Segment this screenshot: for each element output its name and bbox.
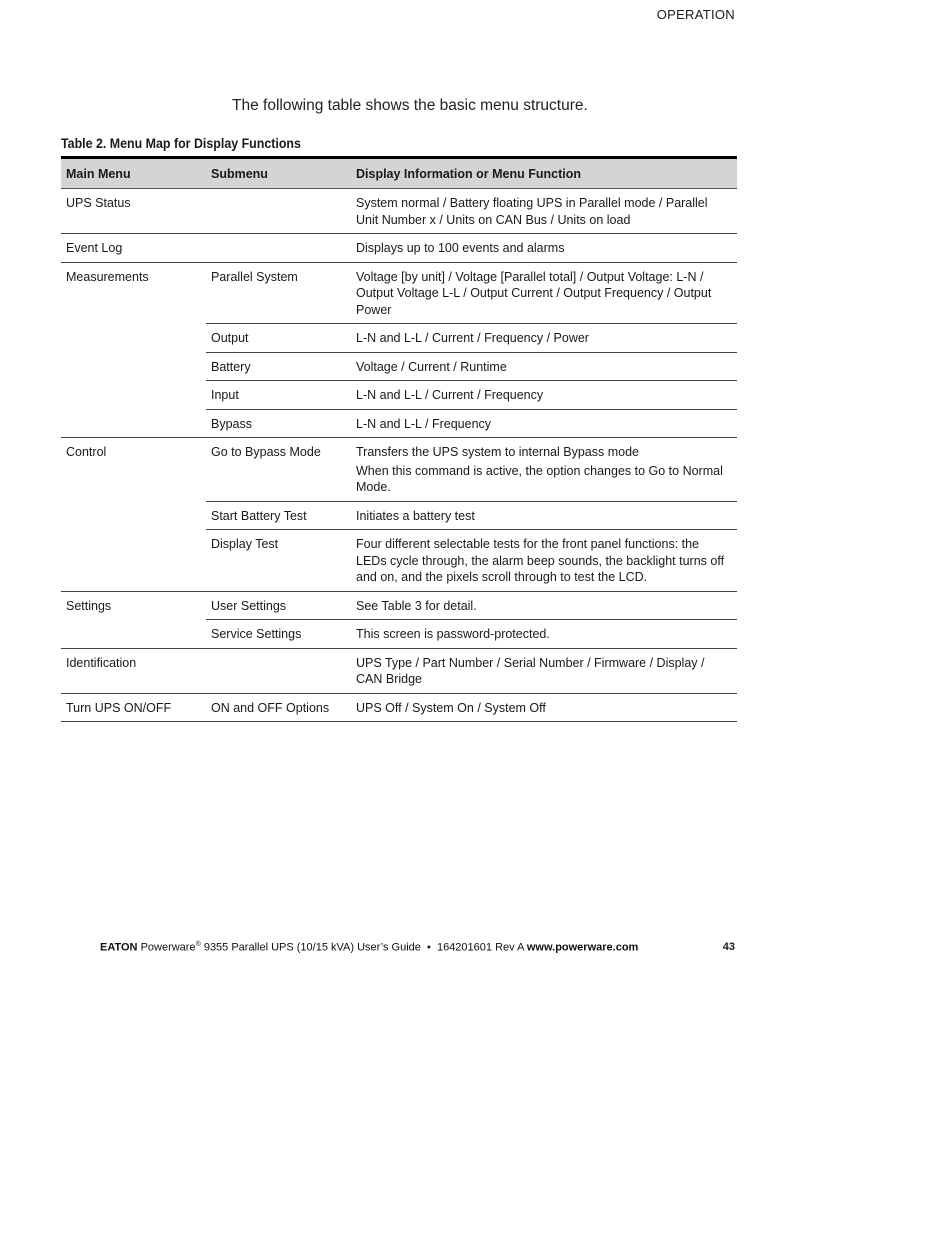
table-row (61, 591, 737, 620)
cell-main-menu: Settings (66, 598, 112, 613)
cell-main-menu (61, 381, 206, 410)
cell-submenu: Input (206, 381, 351, 410)
cell-info: Voltage / Current / Runtime (351, 352, 737, 381)
footer-brand: EATON (100, 941, 138, 954)
footer-guide-title: 9355 Parallel UPS (10/15 kVA) User’s Guide • 164201601 Rev A (200, 941, 527, 954)
cell-submenu: ON and OFF Options (206, 693, 351, 722)
cell-main-menu: Turn UPS ON/OFF (61, 693, 206, 722)
table-row (61, 648, 737, 693)
cell-main-menu (61, 530, 206, 592)
cell-info: Initiates a battery test (351, 501, 737, 530)
cell-info: System normal / Battery floating UPS in Parallel mode / Parallel Unit Number x / Units on CAN Bus / Units on load (351, 189, 737, 234)
footer-website: www.powerware.com (526, 941, 639, 954)
cell-main-menu: Measurements (66, 269, 149, 284)
table-row (61, 620, 737, 649)
cell-info: L-N and L-L / Current / Frequency (351, 381, 737, 410)
cell-main-menu: UPS Status (61, 189, 206, 234)
cell-submenu: Start Battery Test (206, 501, 351, 530)
table-row (61, 501, 737, 530)
cell-info: See Table 3 for detail. (351, 591, 737, 620)
table-row (61, 381, 737, 410)
cell-main-menu (61, 409, 206, 438)
page-number: 43 (722, 941, 735, 953)
intro-text: The following table shows the basic menu structure. (232, 97, 588, 114)
table-caption: Table 2. Menu Map for Display Functions (61, 136, 301, 151)
cell-info: Four different selectable tests for the front panel functions: the LEDs cycle through, the alarm beep sounds, the backlight turns off and on, and the pixels scroll through to test the LCD. (351, 530, 737, 592)
section-header: OPERATION (656, 7, 735, 22)
table-row (61, 189, 737, 234)
cell-submenu: Bypass (206, 409, 351, 438)
table-row (61, 530, 737, 592)
table-row (61, 693, 737, 722)
cell-submenu (206, 189, 351, 234)
cell-info: This screen is password-protected. (351, 620, 737, 649)
cell-info: Displays up to 100 events and alarms (351, 234, 737, 263)
column-header-main-menu: Main Menu (61, 158, 206, 189)
cell-main-menu: Identification (61, 648, 206, 693)
cell-submenu: Output (206, 324, 351, 353)
table-row (61, 324, 737, 353)
table-row (61, 409, 737, 438)
cell-info: L-N and L-L / Frequency (351, 409, 737, 438)
cell-submenu: User Settings (206, 591, 351, 620)
cell-info: L-N and L-L / Current / Frequency / Power (351, 324, 737, 353)
cell-info-line: Transfers the UPS system to internal Bypass mode (356, 445, 639, 459)
footer-registered-mark: ® (195, 941, 201, 948)
cell-submenu: Service Settings (206, 620, 351, 649)
cell-info: UPS Off / System On / System Off (351, 693, 737, 722)
cell-main-menu: Control (66, 445, 107, 459)
cell-submenu (206, 648, 351, 693)
cell-info: Voltage [by unit] / Voltage [Parallel total] / Output Voltage: L-N / Output Voltage L-L / Output Current / Output Frequency / Output Power (351, 262, 737, 324)
cell-submenu: Battery (206, 352, 351, 381)
cell-info: UPS Type / Part Number / Serial Number / Firmware / Display / CAN Bridge (351, 648, 737, 693)
cell-submenu: Go to Bypass Mode (206, 438, 351, 502)
table-header-row (61, 158, 737, 189)
table-row (61, 438, 737, 502)
cell-submenu (206, 234, 351, 263)
menu-map-table (61, 156, 737, 722)
page-footer (100, 941, 638, 954)
cell-info (351, 438, 737, 502)
table-row (61, 262, 737, 324)
cell-info-note: When this command is active, the option changes to Go to Normal Mode. (356, 463, 723, 494)
cell-main-menu (61, 324, 206, 353)
footer-product: Powerware (140, 941, 196, 954)
cell-submenu: Display Test (206, 530, 351, 592)
cell-main-menu (61, 501, 206, 530)
cell-submenu: Parallel System (206, 262, 351, 324)
cell-main-menu (61, 352, 206, 381)
column-header-display-info: Display Information or Menu Function (351, 158, 737, 189)
cell-main-menu (61, 620, 206, 649)
cell-main-menu: Event Log (61, 234, 206, 263)
column-header-submenu: Submenu (206, 158, 351, 189)
table-row (61, 352, 737, 381)
table-row (61, 234, 737, 263)
